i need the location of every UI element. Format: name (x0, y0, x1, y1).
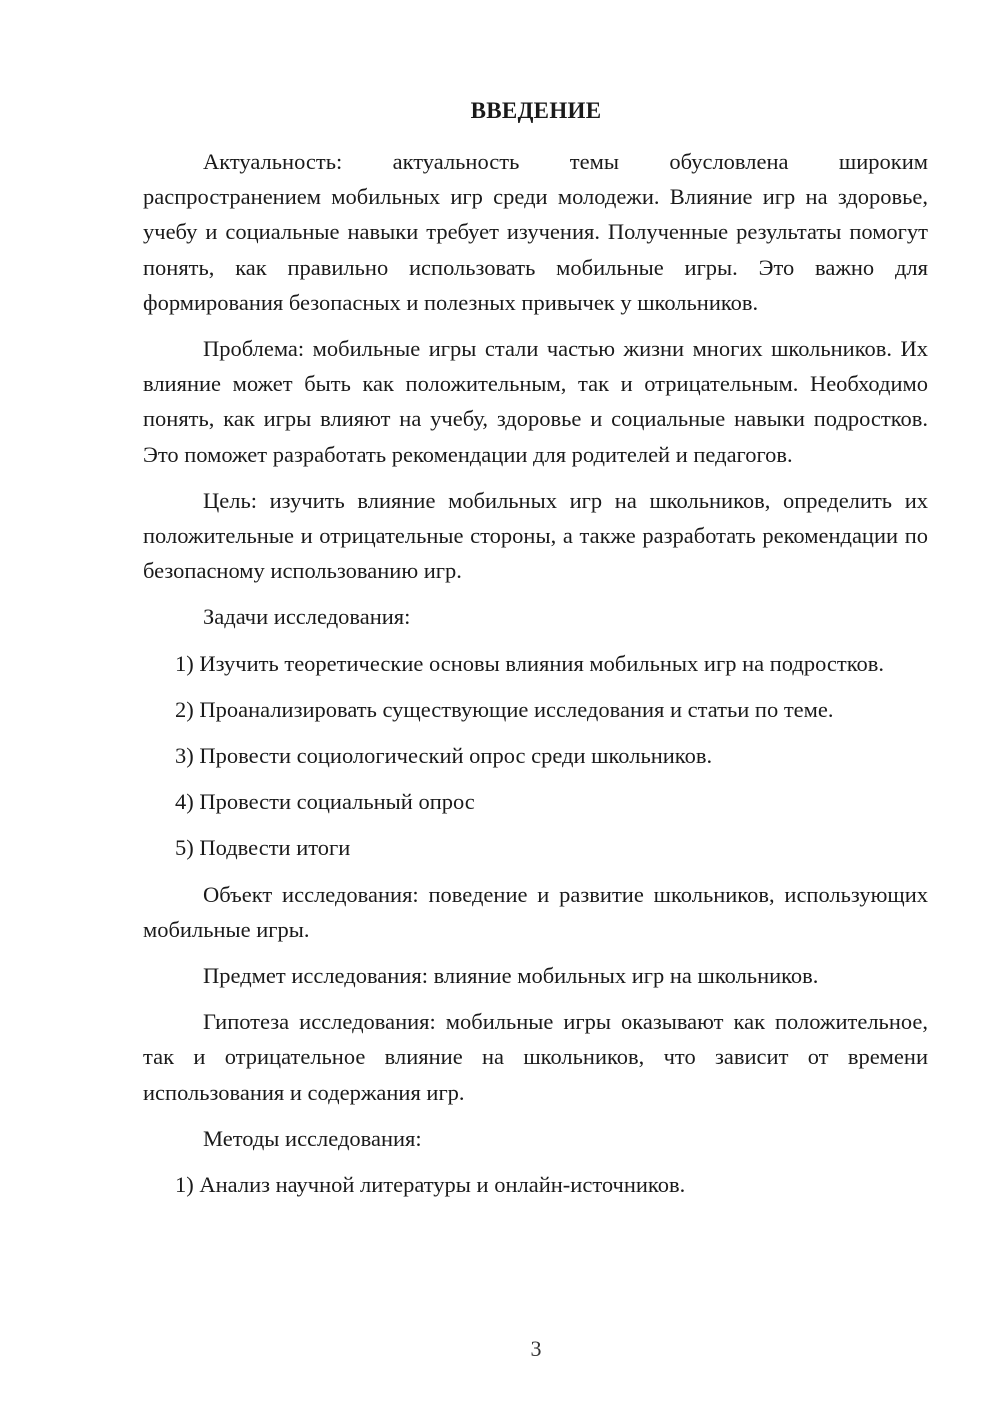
paragraph-tasks-heading: Задачи исследования: (203, 604, 411, 630)
paragraph-subject: Предмет исследования: влияние мобильных игр на школьников. (203, 963, 819, 989)
method-item: 1) Анализ научной литературы и онлайн-источников. (175, 1172, 686, 1198)
task-item: 1) Изучить теоретические основы влияния мобильных игр на подростков. (175, 650, 884, 676)
task-item: 2) Проанализировать существующие исследования и статьи по теме. (175, 696, 834, 722)
paragraph-problem: Проблема: мобильные игры стали частью жизни многих школьников. Их влияние может быть как положительным, так и отрицательным. Необходимо понять, как игры влияют на учебу, здоровье и социальные навыки подростков. Это поможет разработать рекомендации для родителей и педагогов. (143, 336, 928, 467)
task-item: 4) Провести социальный опрос (175, 789, 475, 815)
page-number: 3 (530, 1336, 542, 1361)
paragraph-hypothesis: Гипотеза исследования: мобильные игры оказывают как положительное, так и отрицательное влияние на школьников, что зависит от времени использования и содержания игр. (143, 1009, 928, 1105)
body-text (143, 144, 928, 1213)
paragraph-goal: Цель: изучить влияние мобильных игр на школьников, определить их положительные и отрицательные стороны, а также разработать рекомендации по безопасному использованию игр. (143, 487, 928, 584)
paragraph-methods-heading: Методы исследования: (203, 1125, 422, 1151)
task-item: 5) Подвести итоги (175, 835, 351, 861)
task-item: 3) Провести социологический опрос среди школьников. (175, 743, 713, 769)
section-title: ВВЕДЕНИЕ (470, 98, 602, 123)
paragraph-relevance: Актуальность: актуальность темы обусловлена широким распространением мобильных игр среди молодежи. Влияние игр на здоровье, учебу и социальные навыки требует изучения. Полученные результаты помогут понять, как правильно использовать мобильные игры. Это важно для формирования безопасных и полезных привычек у школьников. (143, 149, 928, 315)
paragraph-object: Объект исследования: поведение и развитие школьников, использующих мобильные игры. (143, 881, 928, 942)
